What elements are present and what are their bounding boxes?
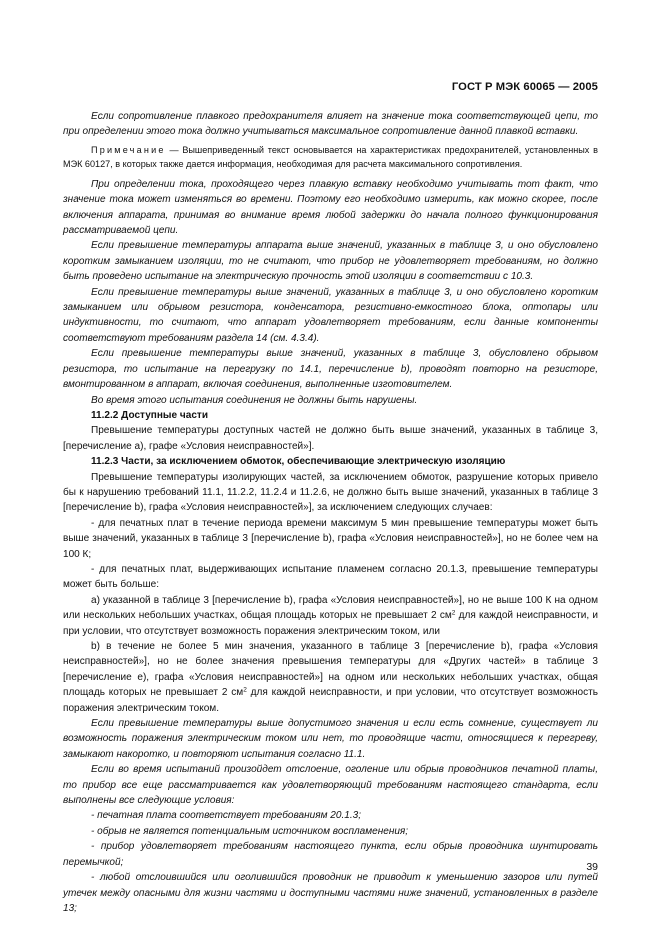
list-item: - печатная плата соответствует требованиям 20.1.3; xyxy=(91,810,361,822)
paragraph: Если во время испытаний произойдет отслоение, оголение или обрыв проводников печатной платы, то прибор все еще рассматривается как удовлетворяющий требованиям настоящего стандарта, если выполнены все следующие условия: xyxy=(63,764,598,807)
superscript: 2 xyxy=(243,686,247,694)
note-label: Примечание xyxy=(91,144,166,155)
list-item xyxy=(63,639,598,716)
document-header: ГОСТ Р МЭК 60065 — 2005 xyxy=(451,81,598,93)
paragraph: Если превышение температуры выше значений, указанных в таблице 3, и оно обусловлено коротким замыканием или обрывом резистора, конденсатора, резистивно-емкостного блока, оптопары или индуктивности, то считают, что аппарат удовлетворяет требованиям, если данные компоненты соответствуют требованиям раздела 14 (см. 4.3.4). xyxy=(63,286,598,344)
paragraph: Превышение температуры изолирующих частей, за исключением обмоток, разрушение которых привело бы к нарушению требований 11.1, 11.2.2, 11.2.4 и 11.2.6, не должно быть выше значений, указанных в таблице 3 [перечисление b), графа «Условия неисправностей»], за исключением следующих случаев: xyxy=(63,471,598,514)
note-text: — Вышеприведенный текст основывается на характеристиках предохранителей, установленных в МЭК 60127, в которых также дается информация, необходимая для расчета максимального сопротивления. xyxy=(63,144,598,169)
paragraph: Если превышение температуры выше допустимого значения и если есть сомнение, существует ли возможность поражения электрическим током или нет, то проводящие части, относящиеся к перегреву, замыкают накоротко, и повторяют испытания согласно 11.1. xyxy=(63,718,598,760)
list-item: - обрыв не является потенциальным источником воспламенения; xyxy=(91,825,409,837)
list-item: - прибор удовлетворяет требованиям настоящего пункта, если обрыв проводника шунтировать перемычкой; xyxy=(63,841,598,868)
paragraph: Если превышение температуры аппарата выше значений, указанных в таблице 3, и оно обусловлено коротким замыканием изоляции, то не считают, что прибор не удовлетворяет требованиям, но должно быть проведено испытание на электрическую прочность этой изоляции в соответствии с 10.3. xyxy=(63,240,598,283)
paragraph: При определении тока, проходящего через плавкую вставку необходимо учитывать тот факт, что значение тока может изменяться во времени. Поэтому его необходимо измерить, как можно скорее, после включения аппарата, принимая во внимание время любой задержки до начала полного функционирования рассматриваемой цепи. xyxy=(63,178,598,237)
list-item-text: для каждой неисправности, и при условии, что отсутствует возможность поражения электрическим током. xyxy=(63,687,598,714)
list-item: - для печатных плат, выдерживающих испытание пламенем согласно 20.1.3, превышение температуры может быть больше: xyxy=(63,563,598,591)
document-body xyxy=(63,109,598,916)
list-item: - для печатных плат в течение периода времени максимум 5 мин превышение температуры может быть выше значений, указанных в таблице 3 [перечисление b), графа «Условия неисправностей»], но не более чем на 100 К; xyxy=(63,517,598,560)
section-heading: 11.2.2 Доступные части xyxy=(91,409,209,421)
paragraph: Если превышение температуры выше значений, указанных в таблице 3, обусловлено обрывом резистора, то испытание на перегрузку по 14.1, перечисление b), проводят повторно на резисторе, вмонтированном в аппарат, включая соединения, выполненные изготовителем. xyxy=(63,348,598,391)
page-number: 39 xyxy=(586,861,598,873)
paragraph: Во время этого испытания соединения не должны быть нарушены. xyxy=(91,394,418,406)
list-item-text: а) указанной в таблице 3 [перечисление b), графа «Условия неисправностей»], но не выше 100 К на одном или нескольких небольших участках, общая площадь которых не превышает 2 см xyxy=(63,594,598,622)
paragraph: Превышение температуры доступных частей не должно быть выше значений, указанных в таблице 3, [перечисление а), графе «Условия неисправностей»]. xyxy=(63,425,598,452)
section-heading: 11.2.3 Части, за исключением обмоток, обеспечивающие электрическую изоляцию xyxy=(91,456,506,468)
paragraph: Если сопротивление плавкого предохранителя влияет на значение тока соответствующей цепи, то при определении этого тока должно учитываться максимальное сопротивление данной плавкой вставки. xyxy=(63,111,598,138)
list-item-text: для каждой неисправности, и при условии, что отсутствует возможность поражения электрическим током, или xyxy=(63,610,598,637)
list-item-text: b) в течение не более 5 мин значения, указанного в таблице 3 [перечисление b), графа «Условия неисправностей»], но не более значения превышения температуры для «Других частей» в таблице 3 [перечисление е), графа «Условия неисправностей»] на одном или нескольких небольших участках, общая площадь которых не превышает 2 см xyxy=(63,641,598,699)
note xyxy=(63,143,598,171)
list-item: - любой отслоившийся или оголившийся проводник не приводит к уменьшению зазоров или путей утечек между опасными для жизни частями и доступными частями ниже значений, установленных в разделе 13; xyxy=(63,872,598,914)
list-item xyxy=(63,593,598,639)
superscript: 2 xyxy=(451,609,456,617)
